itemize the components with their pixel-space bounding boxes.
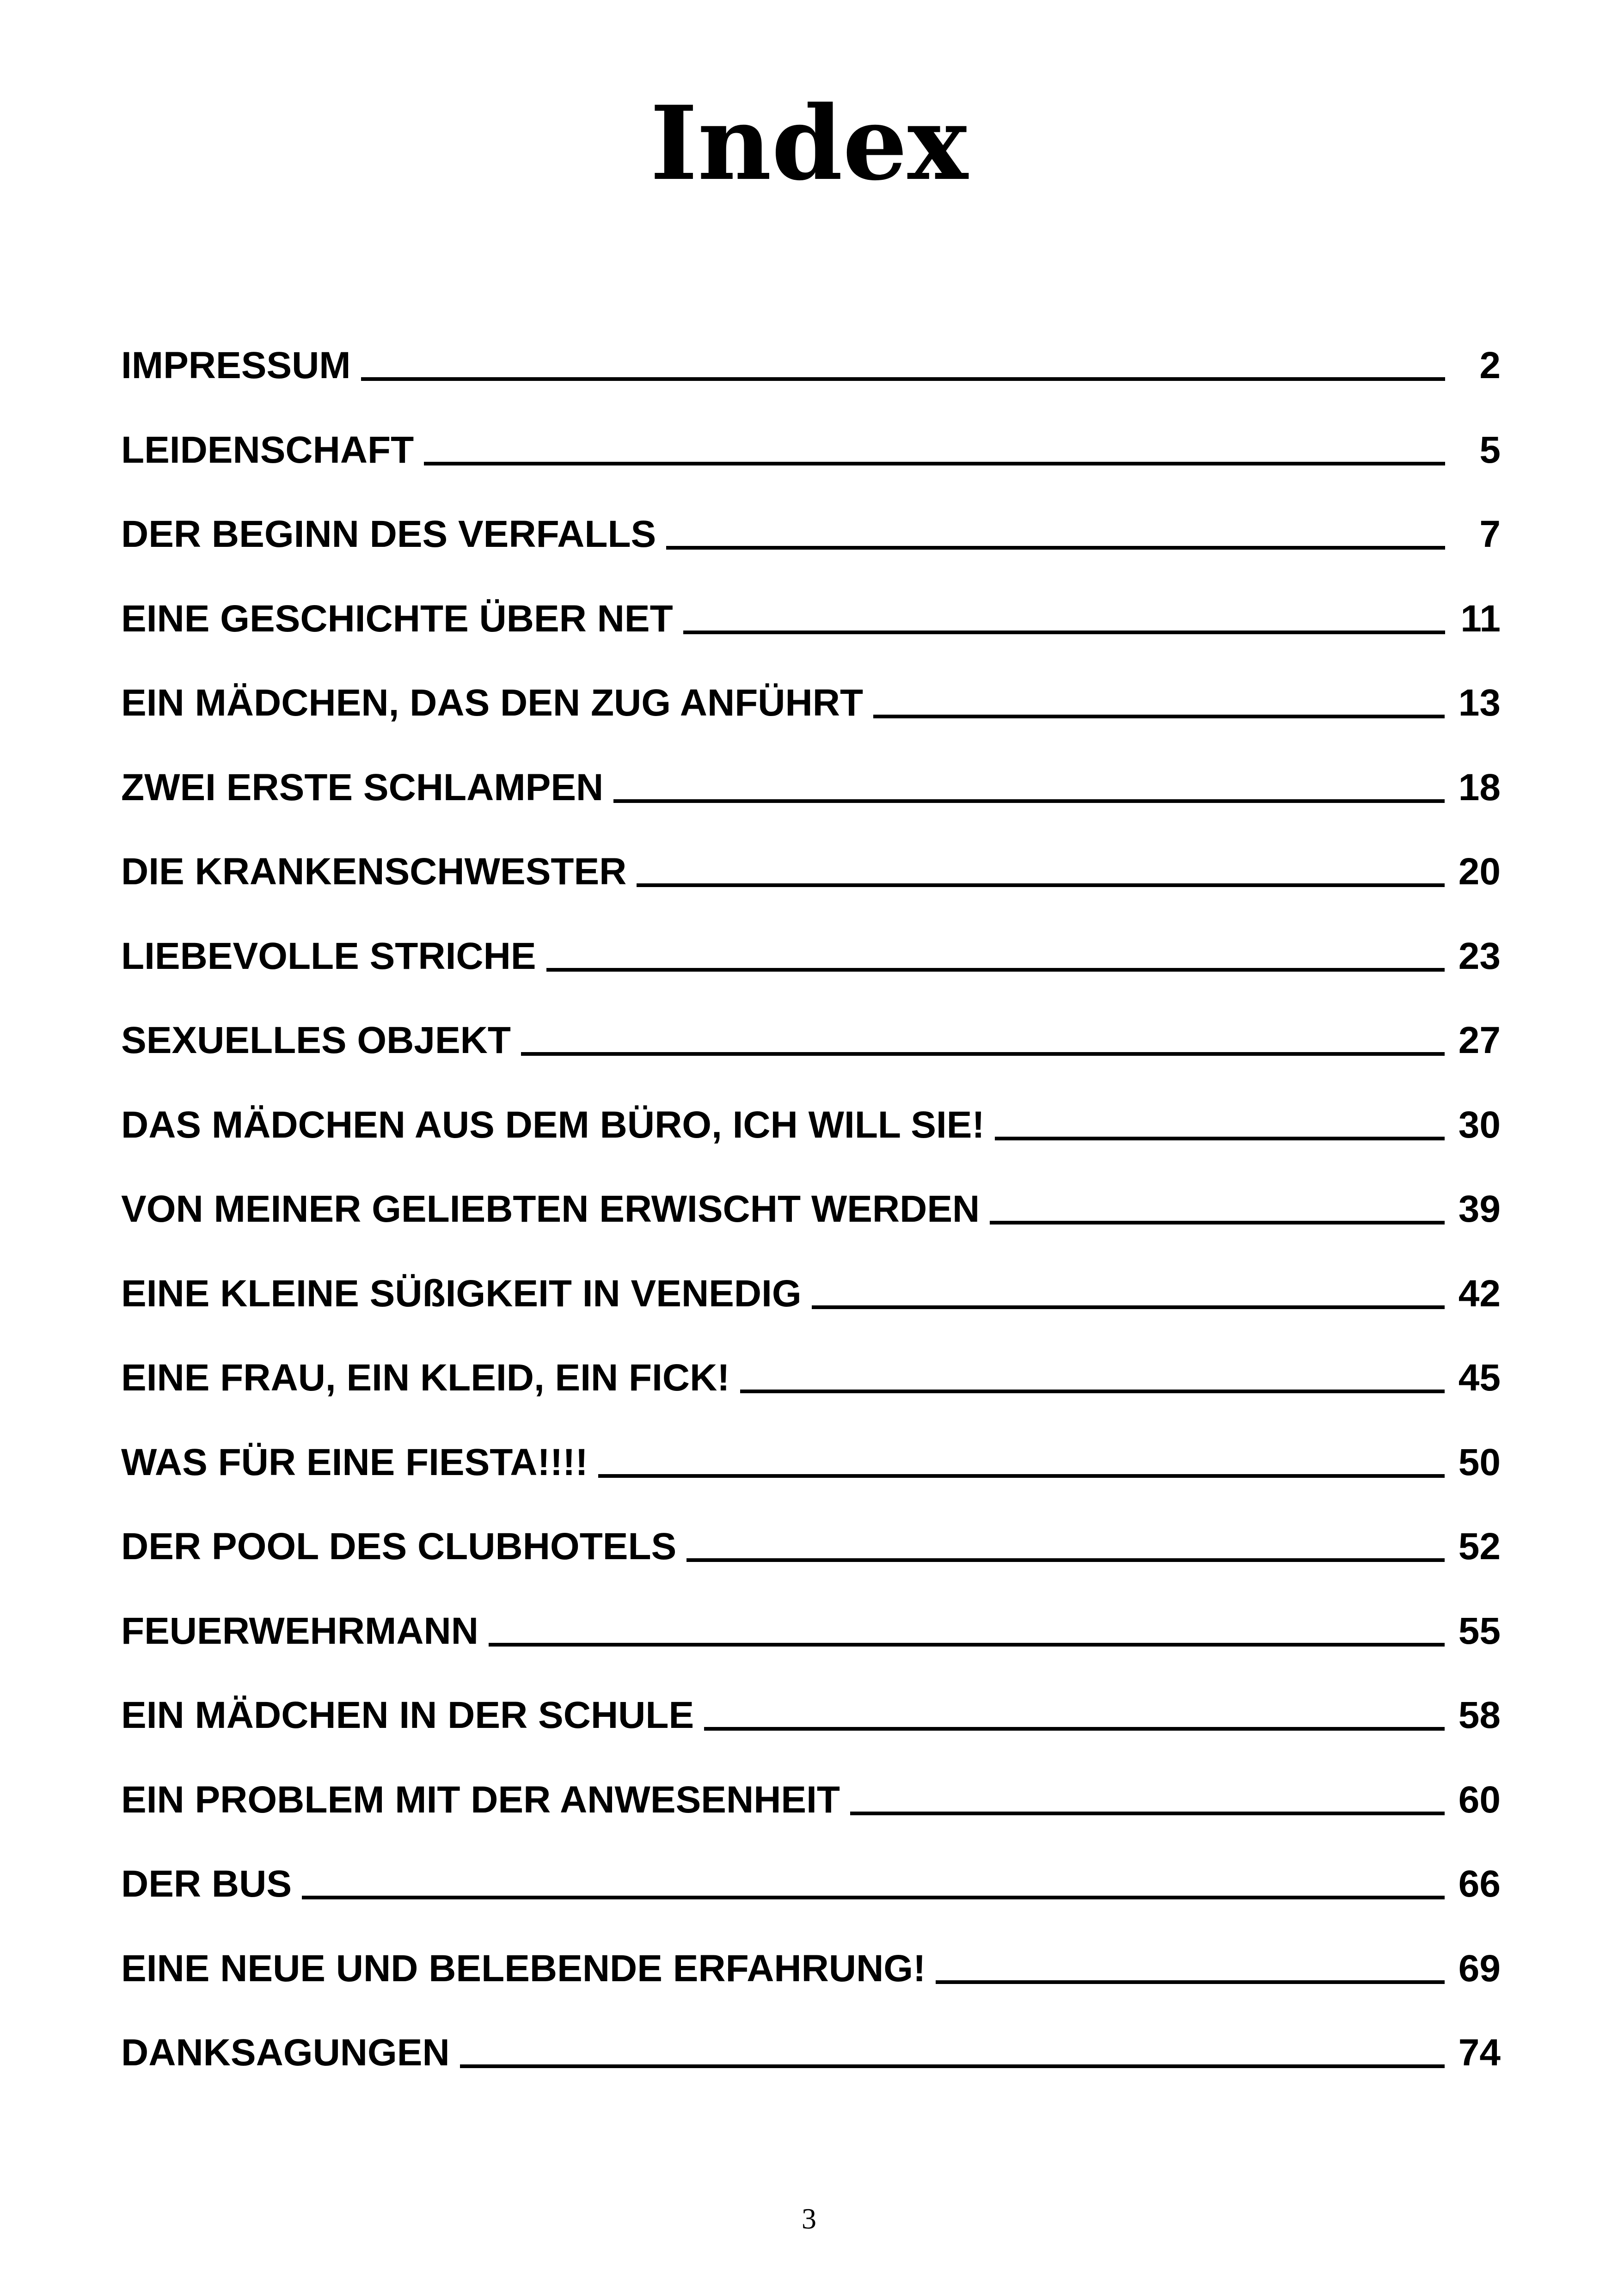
toc-entry-title: SEXUELLES OBJEKT: [121, 1019, 511, 1061]
toc-entry-page-number: 66: [1458, 1863, 1501, 1905]
toc-entry-page-number: 45: [1458, 1357, 1501, 1399]
table-of-contents: [121, 324, 1501, 2095]
toc-entry[interactable]: [121, 746, 1501, 830]
toc-leader-line: [302, 1896, 1445, 1899]
page-number: 3: [802, 2202, 816, 2235]
toc-leader-line: [704, 1727, 1445, 1731]
toc-entry-page-number: 18: [1458, 766, 1501, 808]
toc-entry-title: DER BEGINN DES VERFALLS: [121, 513, 656, 555]
toc-entry-title: EINE GESCHICHTE ÜBER NET: [121, 597, 673, 640]
toc-entry[interactable]: [121, 2011, 1501, 2095]
toc-entry-title: EIN MÄDCHEN IN DER SCHULE: [121, 1694, 694, 1736]
toc-entry[interactable]: [121, 1336, 1501, 1420]
toc-entry-title: ZWEI ERSTE SCHLAMPEN: [121, 766, 604, 808]
toc-entry[interactable]: [121, 408, 1501, 493]
toc-entry-page-number: 69: [1458, 1947, 1501, 1990]
toc-entry-page-number: 2: [1479, 344, 1501, 386]
toc-entry[interactable]: [121, 577, 1501, 661]
toc-entry[interactable]: [121, 1589, 1501, 1674]
toc-entry-page-number: 74: [1458, 2032, 1501, 2074]
toc-entry-title: WAS FÜR EINE FIESTA!!!!: [121, 1441, 588, 1483]
toc-entry[interactable]: [121, 998, 1501, 1083]
toc-entry-title: EIN PROBLEM MIT DER ANWESENHEIT: [121, 1778, 840, 1821]
toc-leader-line: [546, 968, 1445, 972]
toc-entry[interactable]: [121, 492, 1501, 577]
toc-leader-line: [686, 1558, 1445, 1562]
toc-entry[interactable]: [121, 830, 1501, 914]
toc-entry-title: EIN MÄDCHEN, DAS DEN ZUG ANFÜHRT: [121, 682, 864, 724]
toc-entry-page-number: 30: [1458, 1103, 1501, 1146]
toc-leader-line: [637, 883, 1444, 887]
toc-leader-line: [489, 1643, 1445, 1647]
toc-entry[interactable]: [121, 1927, 1501, 2011]
toc-entry-title: EINE FRAU, EIN KLEID, EIN FICK!: [121, 1357, 730, 1399]
toc-entry-page-number: 50: [1458, 1441, 1501, 1483]
page-title: Index: [650, 83, 968, 203]
toc-entry-page-number: 5: [1479, 429, 1501, 471]
toc-entry-page-number: 60: [1458, 1778, 1501, 1821]
toc-entry-title: VON MEINER GELIEBTEN ERWISCHT WERDEN: [121, 1188, 980, 1230]
toc-entry[interactable]: [121, 1505, 1501, 1589]
toc-leader-line: [873, 715, 1445, 718]
toc-entry-title: DER BUS: [121, 1863, 292, 1905]
toc-entry[interactable]: [121, 1167, 1501, 1252]
toc-entry-page-number: 39: [1458, 1188, 1501, 1230]
toc-entry-title: EINE NEUE UND BELEBENDE ERFAHRUNG!: [121, 1947, 926, 1990]
toc-leader-line: [666, 546, 1445, 550]
toc-entry-title: DER POOL DES CLUBHOTELS: [121, 1525, 677, 1567]
toc-entry[interactable]: [121, 1673, 1501, 1758]
toc-leader-line: [990, 1221, 1445, 1225]
toc-entry-page-number: 23: [1458, 935, 1501, 977]
toc-entry[interactable]: [121, 1420, 1501, 1505]
toc-entry-title: EINE KLEINE SÜßIGKEIT IN VENEDIG: [121, 1272, 802, 1315]
toc-entry[interactable]: [121, 1758, 1501, 1843]
toc-leader-line: [995, 1137, 1445, 1140]
toc-leader-line: [613, 799, 1445, 803]
toc-entry[interactable]: [121, 324, 1501, 408]
toc-entry-page-number: 7: [1479, 513, 1501, 555]
toc-entry-page-number: 42: [1458, 1272, 1501, 1315]
toc-entry-page-number: 11: [1460, 597, 1501, 640]
toc-leader-line: [424, 462, 1445, 465]
toc-entry[interactable]: [121, 661, 1501, 746]
toc-leader-line: [740, 1390, 1445, 1393]
toc-leader-line: [936, 1980, 1444, 1984]
toc-leader-line: [812, 1305, 1445, 1309]
toc-entry[interactable]: [121, 1842, 1501, 1927]
toc-entry-title: DANKSAGUNGEN: [121, 2032, 450, 2074]
toc-entry-page-number: 58: [1458, 1694, 1501, 1736]
toc-entry[interactable]: [121, 1252, 1501, 1336]
toc-entry-page-number: 13: [1458, 682, 1501, 724]
toc-entry-title: FEUERWEHRMANN: [121, 1610, 478, 1652]
toc-leader-line: [460, 2064, 1445, 2068]
toc-leader-line: [598, 1474, 1445, 1478]
toc-entry-page-number: 20: [1458, 851, 1501, 893]
toc-entry-page-number: 27: [1458, 1019, 1501, 1061]
toc-entry-title: IMPRESSUM: [121, 344, 351, 386]
toc-entry-page-number: 52: [1458, 1525, 1501, 1567]
toc-entry[interactable]: [121, 914, 1501, 999]
toc-leader-line: [850, 1812, 1445, 1815]
toc-entry-title: LEIDENSCHAFT: [121, 429, 414, 471]
toc-entry-title: DAS MÄDCHEN AUS DEM BÜRO, ICH WILL SIE!: [121, 1103, 985, 1146]
toc-leader-line: [361, 377, 1445, 381]
toc-entry-page-number: 55: [1458, 1610, 1501, 1652]
toc-entry-title: DIE KRANKENSCHWESTER: [121, 851, 627, 893]
toc-entry-title: LIEBEVOLLE STRICHE: [121, 935, 536, 977]
toc-entry[interactable]: [121, 1083, 1501, 1168]
toc-leader-line: [683, 631, 1445, 634]
toc-leader-line: [521, 1052, 1445, 1056]
